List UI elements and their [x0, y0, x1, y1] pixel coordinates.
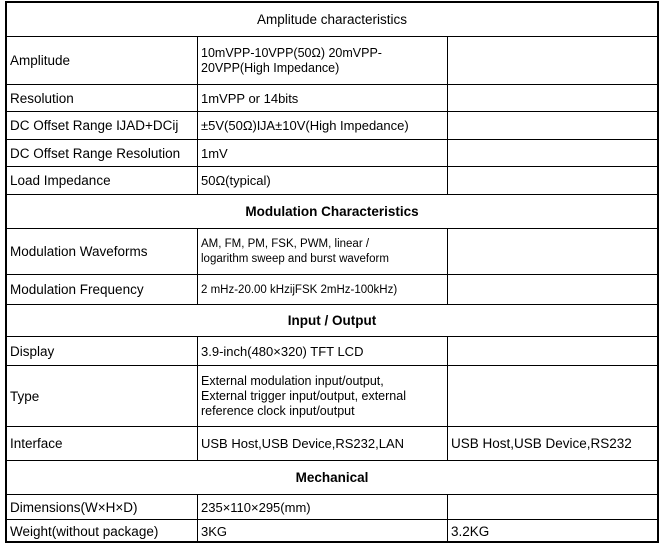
table-row-weight — [7, 520, 657, 543]
row-label: Interface — [7, 427, 198, 460]
row-value: 50Ω(typical) — [198, 167, 448, 194]
row-label: Weight(without package) — [7, 520, 198, 543]
table-row-resolution — [7, 85, 657, 112]
row-extra — [448, 495, 657, 519]
row-label: DC Offset Range Resolution — [7, 140, 198, 166]
table-row-modulation-waveforms — [7, 229, 657, 275]
row-extra: USB Host,USB Device,RS232 — [451, 436, 632, 451]
section-header-modulation — [7, 195, 657, 229]
row-extra — [448, 366, 657, 426]
row-extra — [448, 167, 657, 194]
section-header-io — [7, 305, 657, 337]
row-extra — [448, 140, 657, 166]
row-value: AM, FM, PM, FSK, PWM, linear / logarithm sweep and burst waveform — [198, 229, 448, 274]
table-row-type — [7, 366, 657, 427]
row-label: Type — [7, 366, 198, 426]
row-label: Load Impedance — [7, 167, 198, 194]
row-label: DC Offset Range ĲAD+DCĳ — [7, 112, 198, 139]
row-label: Modulation Waveforms — [7, 229, 198, 274]
row-value: 3KG — [198, 520, 448, 543]
table-row-display — [7, 337, 657, 366]
table-row-dc-offset-resolution — [7, 140, 657, 167]
table-row-modulation-frequency — [7, 275, 657, 305]
table-row-dc-offset — [7, 112, 657, 140]
row-label: Resolution — [7, 85, 198, 111]
row-value: 10mVPP-10VPP(50Ω) 20mVPP- 20VPP(High Impedance) — [198, 37, 448, 84]
row-extra — [448, 37, 657, 84]
section-title-modulation: Modulation Characteristics — [245, 204, 419, 219]
row-label: Dimensions(W×H×D) — [7, 495, 198, 519]
row-extra: 3.2KG — [451, 524, 490, 539]
row-value: 2 mHz-20.00 kHzĳFSK 2mHz-100kHz) — [198, 275, 448, 304]
row-label: Display — [7, 337, 198, 365]
table-row-load-impedance — [7, 167, 657, 195]
row-extra — [448, 112, 657, 139]
row-extra — [448, 229, 657, 274]
row-value: 1mV — [198, 140, 448, 166]
row-extra — [448, 85, 657, 111]
row-value: 3.9-inch(480×320) TFT LCD — [198, 337, 448, 365]
row-label: Amplitude — [7, 37, 198, 84]
section-title-io: Input / Output — [287, 313, 377, 328]
section-header-amplitude — [7, 3, 657, 37]
section-title-mechanical: Mechanical — [295, 470, 369, 485]
row-value: External modulation input/output, External trigger input/output, external reference clock input/output — [198, 366, 448, 426]
section-header-mechanical — [7, 461, 657, 495]
row-value: 235×110×295(mm) — [198, 495, 448, 519]
row-value: ±5V(50Ω)ĲA±10V(High Impedance) — [198, 112, 448, 139]
table-row-interface — [7, 427, 657, 461]
row-label: Modulation Frequency — [7, 275, 198, 304]
row-value: 1mVPP or 14bits — [198, 85, 448, 111]
spec-table — [5, 1, 659, 543]
row-value: USB Host,USB Device,RS232,LAN — [198, 427, 448, 460]
table-row-dimensions — [7, 495, 657, 520]
row-extra — [448, 337, 657, 365]
section-title-amplitude: Amplitude characteristics — [256, 12, 408, 27]
table-row-amplitude — [7, 37, 657, 85]
row-extra — [448, 275, 657, 304]
